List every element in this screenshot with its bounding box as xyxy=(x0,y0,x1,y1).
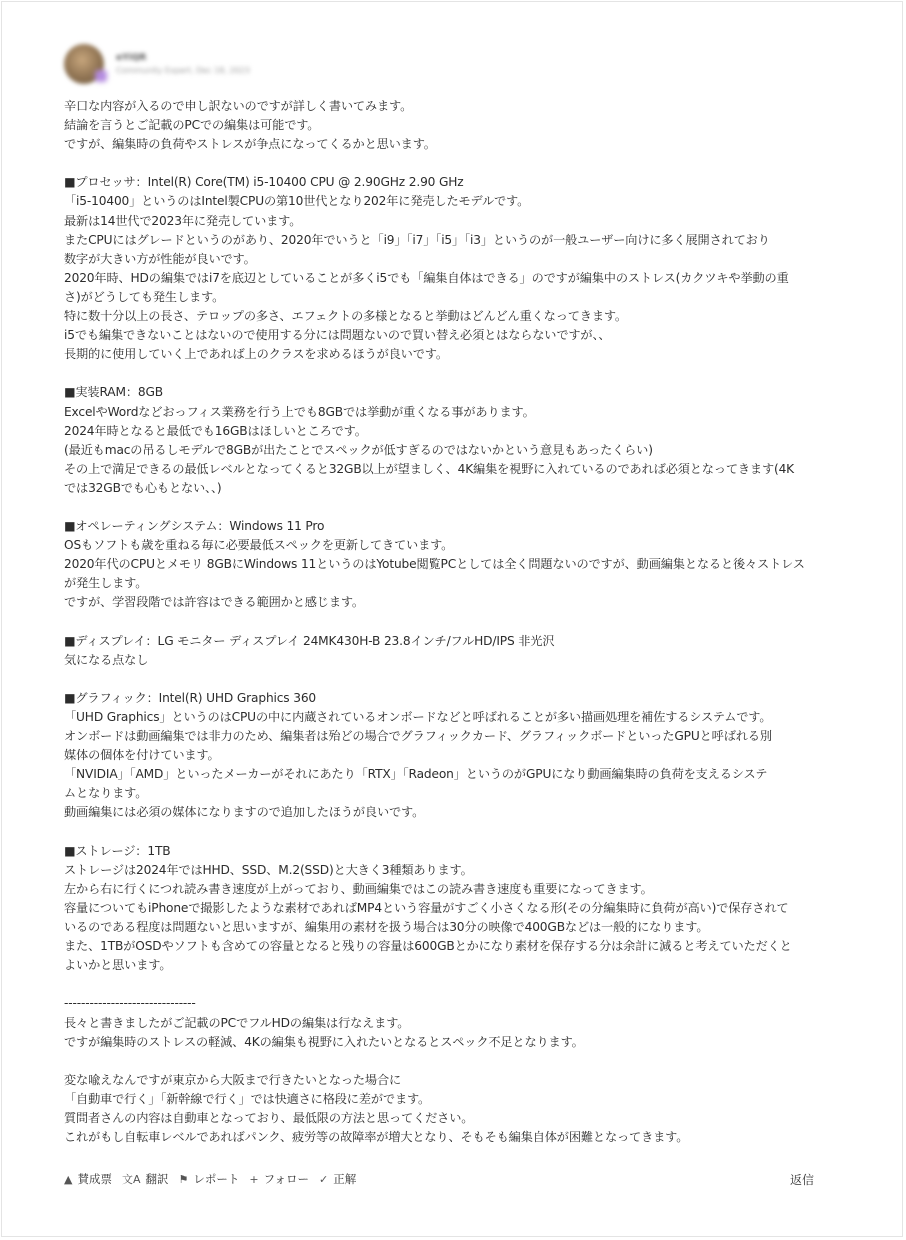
blank-line xyxy=(64,670,844,689)
post-text-line: ムとなります。 xyxy=(64,786,148,801)
blank-line xyxy=(64,498,844,517)
post-text-line: ■オペレーティングシステム：Windows 11 Pro xyxy=(64,519,325,534)
blank-line xyxy=(64,823,844,842)
follow-label: フォロー xyxy=(263,1172,310,1186)
translate-button[interactable] xyxy=(122,1171,169,1187)
post-text-line: ストレージは2024年ではHHD、SSD、M.2(SSD)と大きく3種類あります。 xyxy=(64,862,473,877)
post-text-line: 「自動車で行く」「新幹線で行く」では快適さに格段に差がでます。 xyxy=(64,1091,431,1106)
expert-badge-icon xyxy=(95,70,107,82)
post-text-line: 長期的に使用していく上であれば上のクラスを求めるほうが良いです。 xyxy=(64,347,448,362)
post-text-line: ExcelやWordなどおっフィス業務を行う上でも8GBでは挙動が重くなる事があります。 xyxy=(64,404,535,419)
post-text-line: 最新は14世代で2023年に発売しています。 xyxy=(64,213,302,228)
post-text-line: 2020年時、HDの編集ではi7を底辺としていることが多くi5でも「編集自体はできる」のですが編集中のストレス(カクツキや挙動の重 xyxy=(64,270,789,285)
post-text-line: ですが、学習段階では許容はできる範囲かと感じます。 xyxy=(64,595,364,610)
post-text-line: よいかと思います。 xyxy=(64,958,172,973)
post-text-line: ■実装RAM：8GB xyxy=(64,385,163,400)
report-button[interactable] xyxy=(179,1171,240,1187)
post-text-line: ■ストレージ：1TB xyxy=(64,843,171,858)
post-text-line: ■グラフィック：Intel(R) UHD Graphics 360 xyxy=(64,690,317,705)
post-text-line: では32GBでも心もとない、、) xyxy=(64,480,222,495)
post-text-line: 「i5-10400」というのはIntel製CPUの第10世代となり202年に発売したモデルです。 xyxy=(64,194,530,209)
post-text-line: ですが編集時のストレスの軽減、4Kの編集も視野に入れたいとなるとスペック不足となります。 xyxy=(64,1034,584,1049)
post-text-line: OSもソフトも歳を重ねる毎に必要最低スペックを更新してきています。 xyxy=(64,538,454,553)
post-text-line: 「UHD Graphics」というのはCPUの中に内蔵されているオンボードなどと呼ばれることが多い描画処理を補佐するシステムです。 xyxy=(64,710,772,724)
plus-icon: + xyxy=(249,1172,259,1186)
post-text-line: 容量についてもiPhoneで撮影したような素材であればMP4という容量がすごく小さくなる形(その分編集時に負荷が高い)で保存されて xyxy=(64,900,789,915)
follow-button[interactable] xyxy=(249,1171,309,1187)
post-card xyxy=(1,1,903,1237)
mark-correct-button[interactable] xyxy=(319,1171,356,1187)
post-text-line: 結論を言うとご記載のPCでの編集は可能です。 xyxy=(64,118,320,133)
post-actions xyxy=(64,1169,814,1189)
post-text-line: 気になる点なし xyxy=(64,652,149,667)
post-text-line: が発生します。 xyxy=(64,576,148,591)
post-text-line: (最近もmacの吊るしモデルで8GBが出たことでスペックが低すぎるのではないかという意見もあったくらい) xyxy=(64,442,653,457)
reply-button[interactable]: 返信 xyxy=(789,1172,814,1187)
blank-line xyxy=(64,154,844,173)
translate-label: 翻訳 xyxy=(145,1172,169,1186)
post-header xyxy=(64,42,250,86)
post-text-line: 動画編集には必須の媒体になりますので追加したほうが良いです。 xyxy=(64,805,425,820)
post-text-line: 2020年代のCPUとメモリ 8GBにWindows 11というのはYotube閲覧PCとしては全く問題ないのですが、動画編集となると後々ストレス xyxy=(64,557,805,572)
translate-icon: 文A xyxy=(121,1173,141,1186)
post-text-line: i5でも編集できないことはないので使用する分には問題ないので買い替え必須とはならないですが、、 xyxy=(64,328,611,343)
upvote-label: 賛成票 xyxy=(77,1172,112,1186)
post-text-line: 左から右に行くにつれ読み書き速度が上がっており、動画編集ではこの読み書き速度も重要になってきます。 xyxy=(64,881,653,896)
post-text-line: 長々と書きましたがご記載のPCでフルHDの編集は行なえます。 xyxy=(64,1015,410,1030)
blank-line xyxy=(64,613,844,632)
post-text-line: またCPUにはグレードというのがあり、2020年でいうと「i9」「i7」「i5」「i3」というのが一般ユーザー向けに多く展開されており xyxy=(64,232,770,247)
post-text-line: 辛口な内容が入るので申し訳ないのですが詳しく書いてみます。 xyxy=(64,99,413,113)
author-meta xyxy=(116,51,250,77)
post-text-line: いるのである程度は問題ないと思いますが、編集用の素材を扱う場合は30分の映像で400GBなどは一般的になります。 xyxy=(64,920,709,935)
upvote-icon: ▲ xyxy=(64,1172,73,1186)
author-name[interactable]: eYiQR xyxy=(116,53,147,63)
blank-line xyxy=(64,975,844,994)
flag-icon: ⚑ xyxy=(178,1172,189,1186)
post-text-line: 2024年時となると最低でも16GBはほしいところです。 xyxy=(64,423,367,438)
checkmark-icon: ✓ xyxy=(319,1172,329,1186)
post-text-line: 特に数十分以上の長さ、テロップの多さ、エフェクトの多様となると挙動はどんどん重くなってきます。 xyxy=(64,309,627,324)
blank-line xyxy=(64,1052,844,1071)
post-text-line: ■プロセッサ：Intel(R) Core(TM) i5-10400 CPU @ 2.90GHz 2.90 GHz xyxy=(64,175,464,190)
post-text-line: これがもし自転車レベルであればパンク、疲労等の故障率が増大となり、そもそも編集自体が困難となってきます。 xyxy=(64,1130,689,1145)
author-meta-line: Community Expert, Dec 18, 2023 xyxy=(116,66,250,75)
post-text-line: 質問者さんの内容は自動車となっており、最低限の方法と思ってください。 xyxy=(64,1110,474,1125)
blank-line xyxy=(64,364,844,383)
post-text-line: その上で満足できるの最低レベルとなってくると32GB以上が望ましく、4K編集を視野に入れているのであれば必須となってきます(4K xyxy=(64,461,795,476)
post-text-line: 媒体の個体を付けています。 xyxy=(64,748,220,763)
post-text-line: オンボードは動画編集では非力のため、編集者は殆どの場合でグラフィックカード、グラフィックボードといったGPUと呼ばれる別 xyxy=(64,729,772,744)
avatar[interactable] xyxy=(64,44,104,84)
post-text-line: ですが、編集時の負荷やストレスが争点になってくるかと思います。 xyxy=(64,137,436,152)
post-text-line: ■ディスプレイ：LG モニター ディスプレイ 24MK430H-B 23.8インチ/フルHD/IPS 非光沢 xyxy=(64,633,555,648)
post-text-line: ------------------------------- xyxy=(64,996,196,1011)
post-text-line: また、1TBがOSDやソフトも含めての容量となると残りの容量は600GBとかになり素材を保存する分は余計に減ると考えていただくと xyxy=(64,939,792,954)
post-text-line: 変な喩えなんですが東京から大阪まで行きたいとなった場合に xyxy=(64,1072,402,1087)
post-text-line: 数字が大きい方が性能が良いです。 xyxy=(64,251,256,266)
post-text-line: 「NVIDIA」「AMD」といったメーカーがそれにあたり「RTX」「Radeon」というのがGPUになり動画編集時の負荷を支えるシステ xyxy=(64,767,768,782)
post-body xyxy=(64,97,844,1147)
post-text-line: さ)がどうしても発生します。 xyxy=(64,289,225,304)
upvote-button[interactable] xyxy=(64,1171,112,1187)
report-label: レポート xyxy=(193,1172,240,1186)
mark-correct-label: 正解 xyxy=(333,1172,357,1186)
